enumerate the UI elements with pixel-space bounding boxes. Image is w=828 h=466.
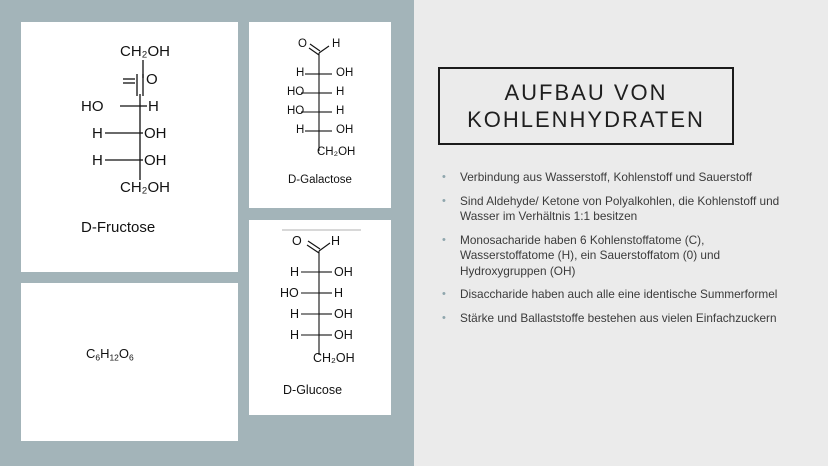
fructose-row1-right: H bbox=[148, 98, 159, 115]
formula-o-count: 6 bbox=[129, 352, 134, 363]
galactose-row1-left: H bbox=[296, 67, 305, 79]
galactose-row2-right: H bbox=[336, 86, 345, 98]
galactose-card bbox=[249, 22, 391, 208]
galactose-bottom-group: CH₂OH bbox=[317, 146, 356, 158]
bullet-dot-icon: • bbox=[442, 233, 446, 246]
glucose-aldehyde-o: O bbox=[292, 234, 302, 248]
molecular-formula bbox=[86, 346, 134, 363]
formula-card bbox=[21, 283, 238, 441]
galactose-row4-right: OH bbox=[336, 124, 354, 136]
formula-c-count: 6 bbox=[95, 352, 101, 363]
slide-title-box bbox=[438, 67, 734, 145]
galactose-row1-right: OH bbox=[336, 67, 354, 79]
bullet-dot-icon: • bbox=[442, 288, 446, 300]
bullet-text: Sind Aldehyde/ Ketone von Polyalkohlen, die Kohlenstoff und Wasser im Verhältnis 1:1 besitzen bbox=[460, 193, 780, 223]
glucose-row2-left: HO bbox=[280, 286, 299, 300]
bullet-text: Disaccharide haben auch alle eine identische Summerformel bbox=[460, 287, 778, 301]
glucose-row1-right: OH bbox=[334, 265, 353, 279]
glucose-row4-left: H bbox=[290, 328, 300, 342]
galactose-label: D-Galactose bbox=[288, 174, 352, 186]
bullet-dot-icon: • bbox=[442, 311, 446, 324]
fructose-carbonyl-oxygen: O bbox=[146, 71, 158, 88]
formula-c: C bbox=[86, 346, 96, 361]
formula-o: O bbox=[118, 346, 129, 361]
galactose-row4-left: H bbox=[296, 124, 305, 136]
glucose-row3-right: OH bbox=[334, 307, 353, 321]
fructose-label: D-Fructose bbox=[81, 219, 156, 236]
bullet-item bbox=[442, 170, 782, 186]
fructose-row3-left: H bbox=[92, 152, 103, 169]
fructose-card bbox=[21, 22, 238, 272]
bullet-dot-icon: • bbox=[442, 171, 446, 183]
bullet-list bbox=[442, 170, 782, 334]
formula-h: H bbox=[100, 346, 110, 361]
fructose-row2-left: H bbox=[92, 125, 103, 142]
glucose-bottom-group: CH₂OH bbox=[313, 351, 355, 365]
slide-title-line1: AUFBAU VON bbox=[504, 80, 668, 105]
glucose-row1-left: H bbox=[290, 265, 300, 279]
galactose-row3-right: H bbox=[336, 105, 345, 117]
galactose-aldehyde-o: O bbox=[298, 38, 307, 50]
bullet-item bbox=[442, 287, 782, 303]
formula-h-count: 12 bbox=[109, 352, 119, 363]
galactose-aldehyde-h: H bbox=[332, 38, 341, 50]
glucose-card bbox=[249, 220, 391, 415]
fructose-row2-right: OH bbox=[144, 125, 167, 142]
bullet-text: Stärke und Ballaststoffe bestehen aus vielen Einfachzuckern bbox=[460, 310, 777, 325]
glucose-aldehyde-h: H bbox=[331, 234, 341, 248]
bullet-item bbox=[442, 233, 782, 280]
glucose-row4-right: OH bbox=[334, 328, 353, 342]
fructose-row3-right: OH bbox=[144, 152, 167, 169]
bullet-item bbox=[442, 194, 782, 225]
glucose-label: D-Glucose bbox=[283, 383, 343, 397]
galactose-row3-left: HO bbox=[287, 105, 305, 117]
bullet-dot-icon: • bbox=[442, 194, 446, 207]
bullet-text: Monosacharide haben 6 Kohlenstoffatome (C), Wasserstoffatome (H), ein Sauerstoffatom (0) und Hydroxygruppen (OH) bbox=[460, 232, 721, 278]
fructose-bottom-group: CH₂OH bbox=[120, 179, 170, 196]
galactose-row2-left: HO bbox=[287, 86, 305, 98]
slide-title-line2: KOHLENHYDRATEN bbox=[467, 107, 705, 132]
glucose-row3-left: H bbox=[290, 307, 300, 321]
glucose-row2-right: H bbox=[334, 286, 344, 300]
fructose-top-group: CH₂OH bbox=[120, 43, 170, 60]
bullet-text: Verbindung aus Wasserstoff, Kohlenstoff und Sauerstoff bbox=[460, 170, 753, 184]
fructose-row1-left: HO bbox=[81, 98, 104, 115]
bullet-item bbox=[442, 311, 782, 327]
